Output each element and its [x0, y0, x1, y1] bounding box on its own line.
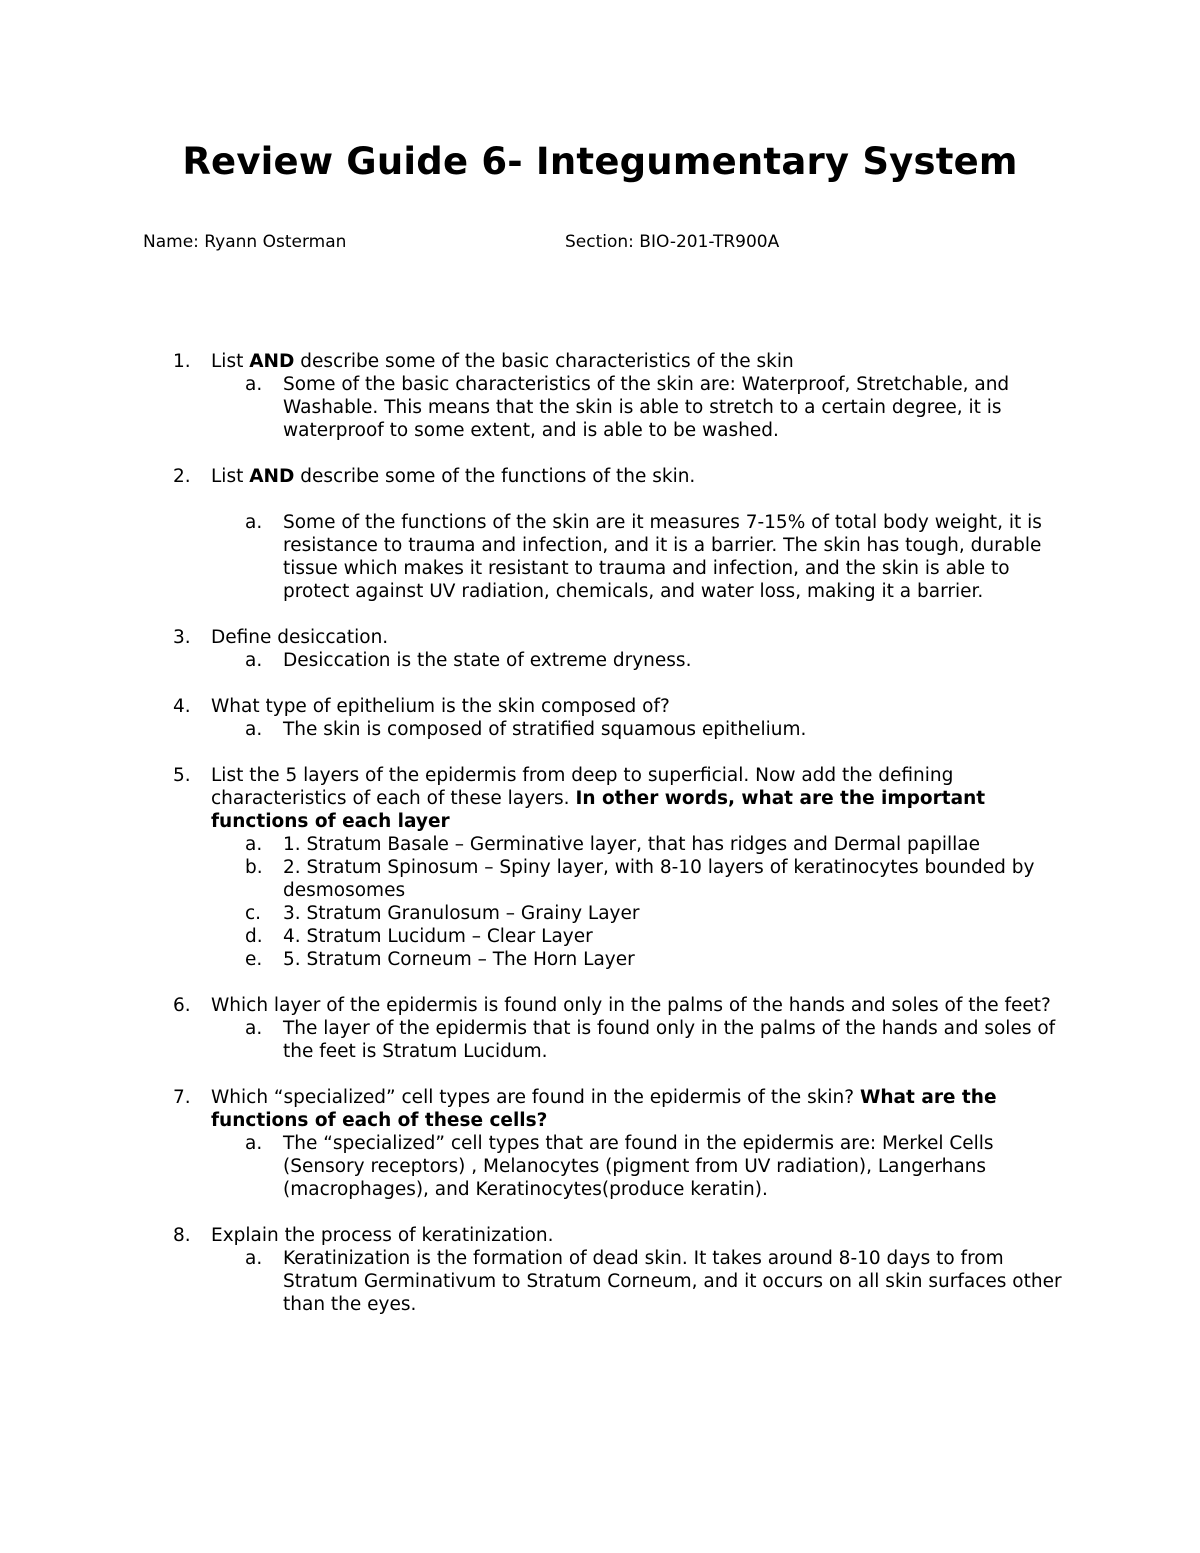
- section-info: Section: BIO-201-TR900A: [565, 232, 780, 252]
- answer-item: [211, 1132, 1063, 1201]
- answer-item: [211, 373, 1063, 442]
- answer-letter: a.: [245, 834, 263, 855]
- answer-letter: d.: [245, 926, 263, 947]
- answer-item: [211, 718, 1063, 741]
- question-text: What type of epithelium is the skin composed of?: [211, 696, 670, 717]
- answer-item: [211, 649, 1063, 672]
- question-item: [143, 350, 1063, 442]
- page-title: Review Guide 6- Integumentary System: [182, 140, 1018, 183]
- answer-letter: e.: [245, 949, 263, 970]
- answer-item: [211, 833, 1063, 856]
- question-item: [143, 695, 1063, 741]
- answer-letter: a.: [245, 650, 263, 671]
- answer-letter: b.: [245, 857, 263, 878]
- question-item: [143, 465, 1063, 603]
- question-number: 2.: [173, 466, 191, 487]
- question-text: List AND describe some of the functions of the skin.: [211, 466, 696, 487]
- student-name: Name: Ryann Osterman: [143, 232, 347, 252]
- answer-text: The “specialized” cell types that are found in the epidermis are: Merkel Cells (Sensory receptors) , Melanocytes (pigment from UV radiation), Langerhans (macrophages), and Keratinocytes(produce keratin).: [283, 1133, 994, 1200]
- question-text: List AND describe some of the basic characteristics of the skin: [211, 351, 794, 372]
- answer-text: Desiccation is the state of extreme dryness.: [283, 650, 692, 671]
- answer-letter: a.: [245, 1133, 263, 1154]
- blank-line: [211, 488, 1063, 511]
- answer-item: [211, 948, 1063, 971]
- question-number: 3.: [173, 627, 191, 648]
- answer-item: [211, 856, 1063, 902]
- answer-text: Keratinization is the formation of dead skin. It takes around 8-10 days to from Stratum Germinativum to Stratum Corneum, and it occurs on all skin surfaces other than the eyes.: [283, 1248, 1062, 1315]
- question-text: Explain the process of keratinization.: [211, 1225, 554, 1246]
- answer-text: Some of the functions of the skin are it measures 7-15% of total body weight, it is resistance to trauma and infection, and it is a barrier. The skin has tough, durable tissue which makes it resistant to trauma and infection, and the skin is able to protect against UV radiation, chemicals, and water loss, making it a barrier.: [283, 512, 1042, 602]
- answer-text: The layer of the epidermis that is found only in the palms of the hands and soles of the feet is Stratum Lucidum.: [283, 1018, 1056, 1062]
- answer-text: 4. Stratum Lucidum – Clear Layer: [283, 926, 593, 947]
- question-item: [143, 994, 1063, 1063]
- answer-letter: c.: [245, 903, 262, 924]
- answer-text: 2. Stratum Spinosum – Spiny layer, with 8-10 layers of keratinocytes bounded by desmosomes: [283, 857, 1035, 901]
- answer-item: [211, 925, 1063, 948]
- question-number: 8.: [173, 1225, 191, 1246]
- answer-letter: a.: [245, 1248, 263, 1269]
- question-item: [143, 626, 1063, 672]
- answer-text: 3. Stratum Granulosum – Grainy Layer: [283, 903, 640, 924]
- question-item: [143, 1224, 1063, 1316]
- question-item: [143, 1086, 1063, 1201]
- answer-item: [211, 511, 1063, 603]
- question-text: Which “specialized” cell types are found in the epidermis of the skin? What are the functions of each of these cells?: [211, 1087, 997, 1131]
- question-number: 6.: [173, 995, 191, 1016]
- header-info: [143, 232, 1143, 256]
- answer-text: 5. Stratum Corneum – The Horn Layer: [283, 949, 635, 970]
- answer-text: 1. Stratum Basale – Germinative layer, that has ridges and Dermal papillae: [283, 834, 980, 855]
- answer-item: [211, 1017, 1063, 1063]
- question-number: 1.: [173, 351, 191, 372]
- answer-letter: a.: [245, 374, 263, 395]
- answer-item: [211, 1247, 1063, 1316]
- question-text: Which layer of the epidermis is found only in the palms of the hands and soles of the feet?: [211, 995, 1051, 1016]
- question-list: [143, 350, 1063, 1339]
- answer-text: The skin is composed of stratified squamous epithelium.: [283, 719, 807, 740]
- answer-letter: a.: [245, 719, 263, 740]
- question-text: Define desiccation.: [211, 627, 389, 648]
- answer-letter: a.: [245, 512, 263, 533]
- answer-letter: a.: [245, 1018, 263, 1039]
- question-number: 5.: [173, 765, 191, 786]
- question-text: List the 5 layers of the epidermis from deep to superficial. Now add the defining characteristics of each of these layers. In other words, what are the important functions of each layer: [211, 765, 986, 832]
- answer-text: Some of the basic characteristics of the skin are: Waterproof, Stretchable, and Washable. This means that the skin is able to stretch to a certain degree, it is waterproof to some extent, and is able to be washed.: [283, 374, 1010, 441]
- question-number: 4.: [173, 696, 191, 717]
- answer-item: [211, 902, 1063, 925]
- question-number: 7.: [173, 1087, 191, 1108]
- question-item: [143, 764, 1063, 971]
